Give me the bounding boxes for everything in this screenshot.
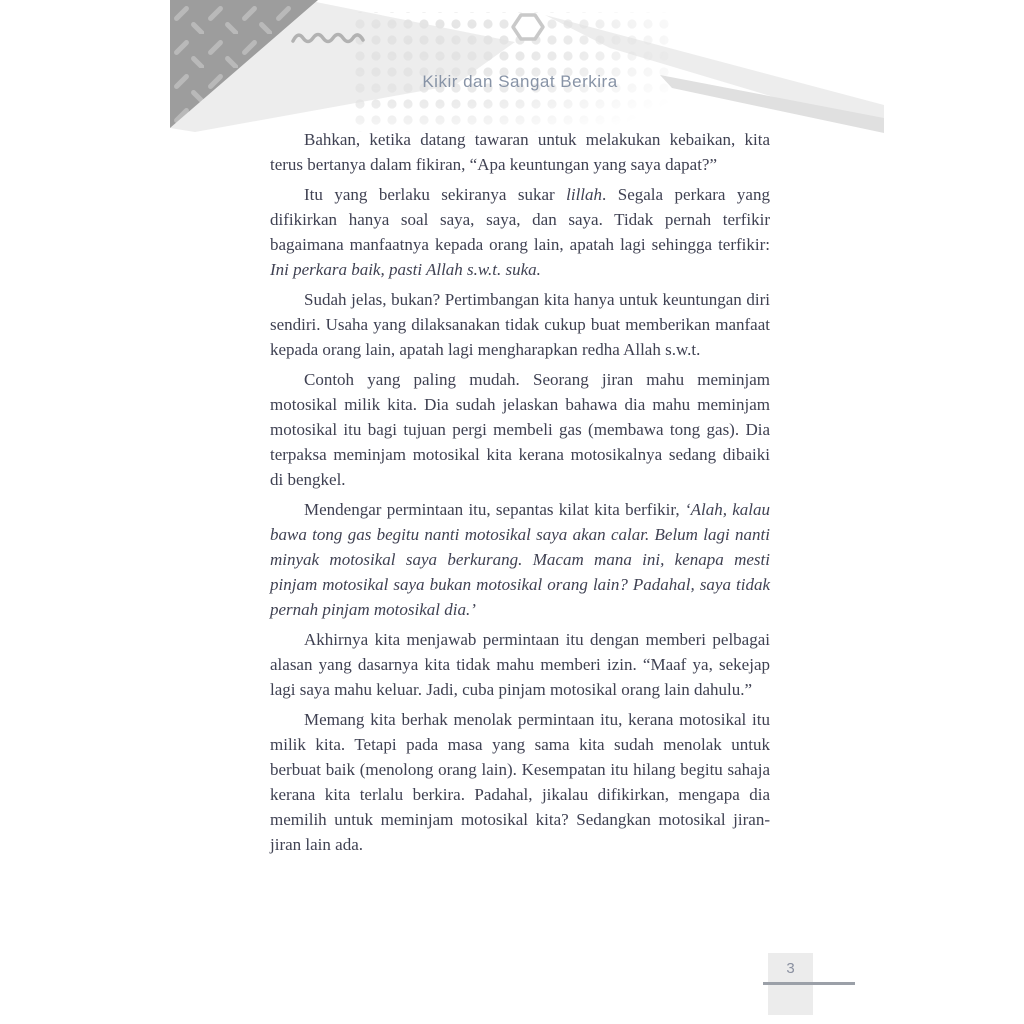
page-body [270,127,770,862]
paragraph [270,707,770,857]
text-run: Itu yang berlaku sekiranya sukar [304,185,567,204]
text-run: Mendengar permintaan itu, sepantas kilat kita berfikir, [304,500,685,519]
page-number: 3 [786,960,795,977]
paragraph [270,127,770,177]
paragraph [270,287,770,362]
chapter-title: Kikir dan Sangat Berkira [422,72,618,91]
text-run: Contoh yang paling mudah. Seorang jiran mahu meminjam motosikal milik kita. Dia sudah jelaskan bahawa dia mahu meminjam motosikal itu bagi tujuan pergi membeli gas (membawa tong gas). Dia terpaksa meminjam motosikal kita kerana motosikalnya sedang dibaiki di bengkel. [270,370,770,489]
italic-text-run: ‘Alah, kalau bawa tong gas begitu nanti motosikal saya akan calar. Belum lagi nanti minyak motosikal saya berkurang. Macam mana ini, kenapa mesti pinjam motosikal saya bukan motosikal orang lain? Padahal, saya tidak pernah pinjam motosikal dia.’ [270,500,770,619]
text-run: Akhirnya kita menjawab permintaan itu dengan memberi pelbagai alasan yang dasarnya kita tidak mahu memberi izin. “Maaf ya, sekejap lagi saya mahu keluar. Jadi, cuba pinjam motosikal orang lain dahulu.” [270,630,770,699]
italic-text-run: Ini perkara baik, pasti Allah s.w.t. suka. [270,260,541,279]
italic-text-run: lillah [566,185,603,204]
text-run: Bahkan, ketika datang tawaran untuk melakukan kebaikan, kita terus bertanya dalam fikiran, “Apa keuntungan yang saya dapat?” [270,130,770,174]
footer-rule [763,982,855,985]
text-run: Sudah jelas, bukan? Pertimbangan kita hanya untuk keuntungan diri sendiri. Usaha yang dilaksanakan tidak cukup buat memberikan manfaat kepada orang lain, apatah lagi mengharapkan redha Allah s.w.t. [270,290,770,359]
paragraph [270,182,770,282]
text-run: . Segala perkara yang difikirkan hanya soal saya, saya, dan saya. Tidak pernah terfikir bagaimana manfaatnya kepada orang lain, apatah lagi sehingga terfikir: [270,185,770,254]
paragraph [270,367,770,492]
text-run: Memang kita berhak menolak permintaan itu, kerana motosikal itu milik kita. Tetapi pada masa yang sama kita sudah menolak untuk berbuat baik (menolong orang lain). Kesempatan itu hilang begitu sahaja kerana kita terlalu berkira. Padahal, jikalau difikirkan, mengapa dia memilih untuk meminjam motosikal kita? Sedangkan motosikal jiran-jiran lain ada. [270,710,770,854]
hexagon-icon [513,15,543,39]
paragraph [270,497,770,622]
paragraph [270,627,770,702]
